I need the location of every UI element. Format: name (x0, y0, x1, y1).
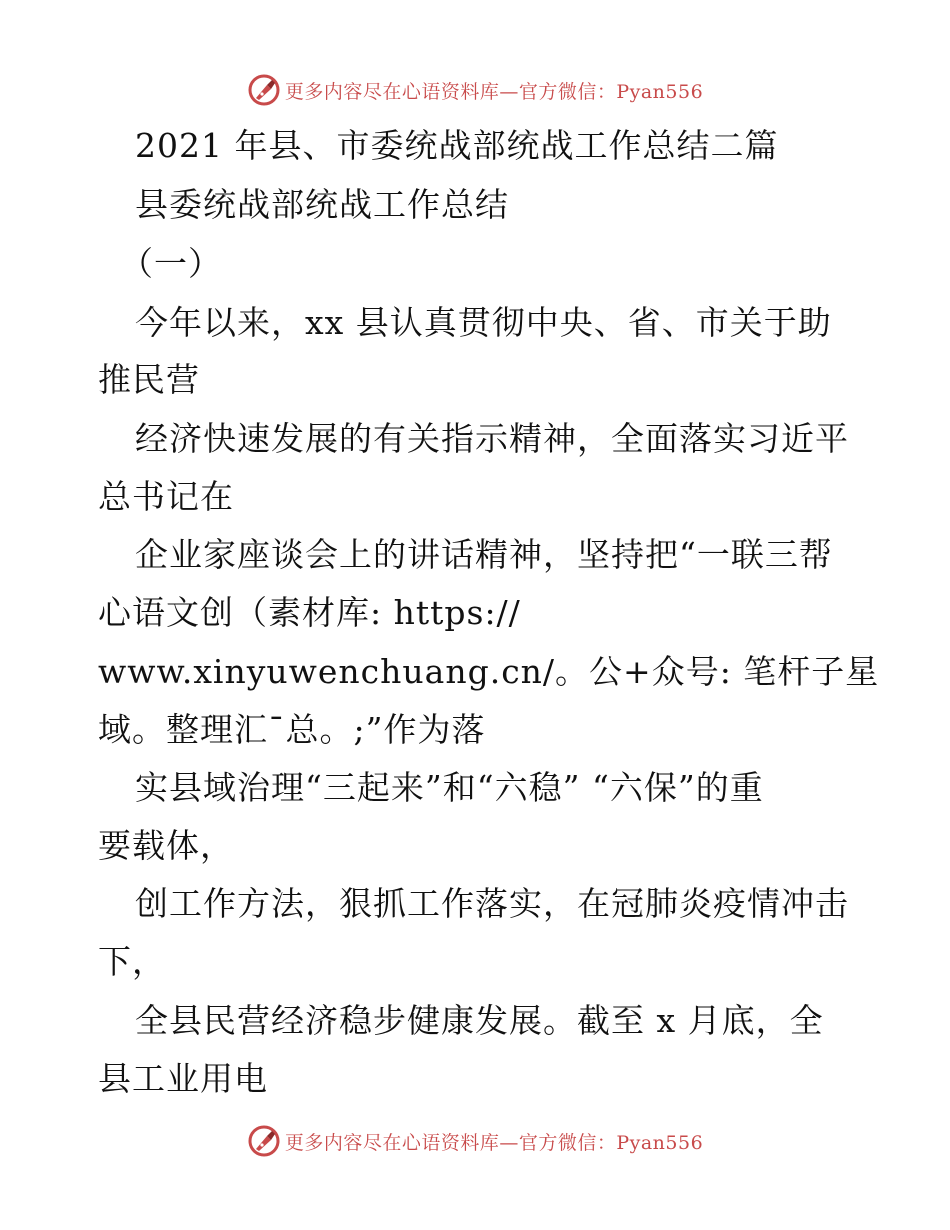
paragraph-line: 域。整理汇¯总。;”作为落 (98, 710, 486, 749)
section-marker: （一） (120, 244, 222, 283)
paragraph-line: 要载体， (98, 826, 234, 865)
paragraph-line: 推民营 (98, 360, 200, 399)
paragraph-line: 创工作方法，狠抓工作落实，在冠肺炎疫情冲击 (135, 884, 849, 923)
paragraph-line: 经济快速发展的有关指示精神，全面落实习近平 (135, 419, 849, 458)
paragraph-line: 下， (98, 942, 166, 981)
paragraph-line: 县工业用电 (98, 1059, 268, 1098)
footer-watermark-text: 更多内容尽在心语资料库—官方微信：Pyan556 (284, 1131, 704, 1154)
paragraph-line: 总书记在 (98, 477, 234, 516)
paragraph-line: 实县域治理“三起来”和“六稳” “六保”的重 (135, 768, 764, 807)
paragraph-line: 心语文创（素材库: https:// (98, 593, 521, 632)
header-watermark-text: 更多内容尽在心语资料库—官方微信：Pyan556 (284, 80, 704, 103)
pen-nib-logo-icon (247, 1124, 281, 1158)
paragraph-line: 全县民营经济稳步健康发展。截至 x 月底，全 (135, 1001, 824, 1040)
header-watermark-banner (0, 70, 950, 110)
paragraph-line: 企业家座谈会上的讲话精神，坚持把“一联三帮 (135, 535, 833, 574)
document-subtitle: 县委统战部统战工作总结 (135, 185, 509, 224)
footer-watermark-banner (0, 1121, 950, 1161)
paragraph-line: 今年以来，xx 县认真贯彻中央、省、市关于助 (135, 303, 832, 342)
document-title: 2021 年县、市委统战部统战工作总结二篇 (135, 126, 779, 165)
paragraph-line: www.xinyuwenchuang.cn/。公+众号: 笔杆子星 (98, 652, 880, 691)
pen-nib-logo-icon (247, 73, 281, 107)
